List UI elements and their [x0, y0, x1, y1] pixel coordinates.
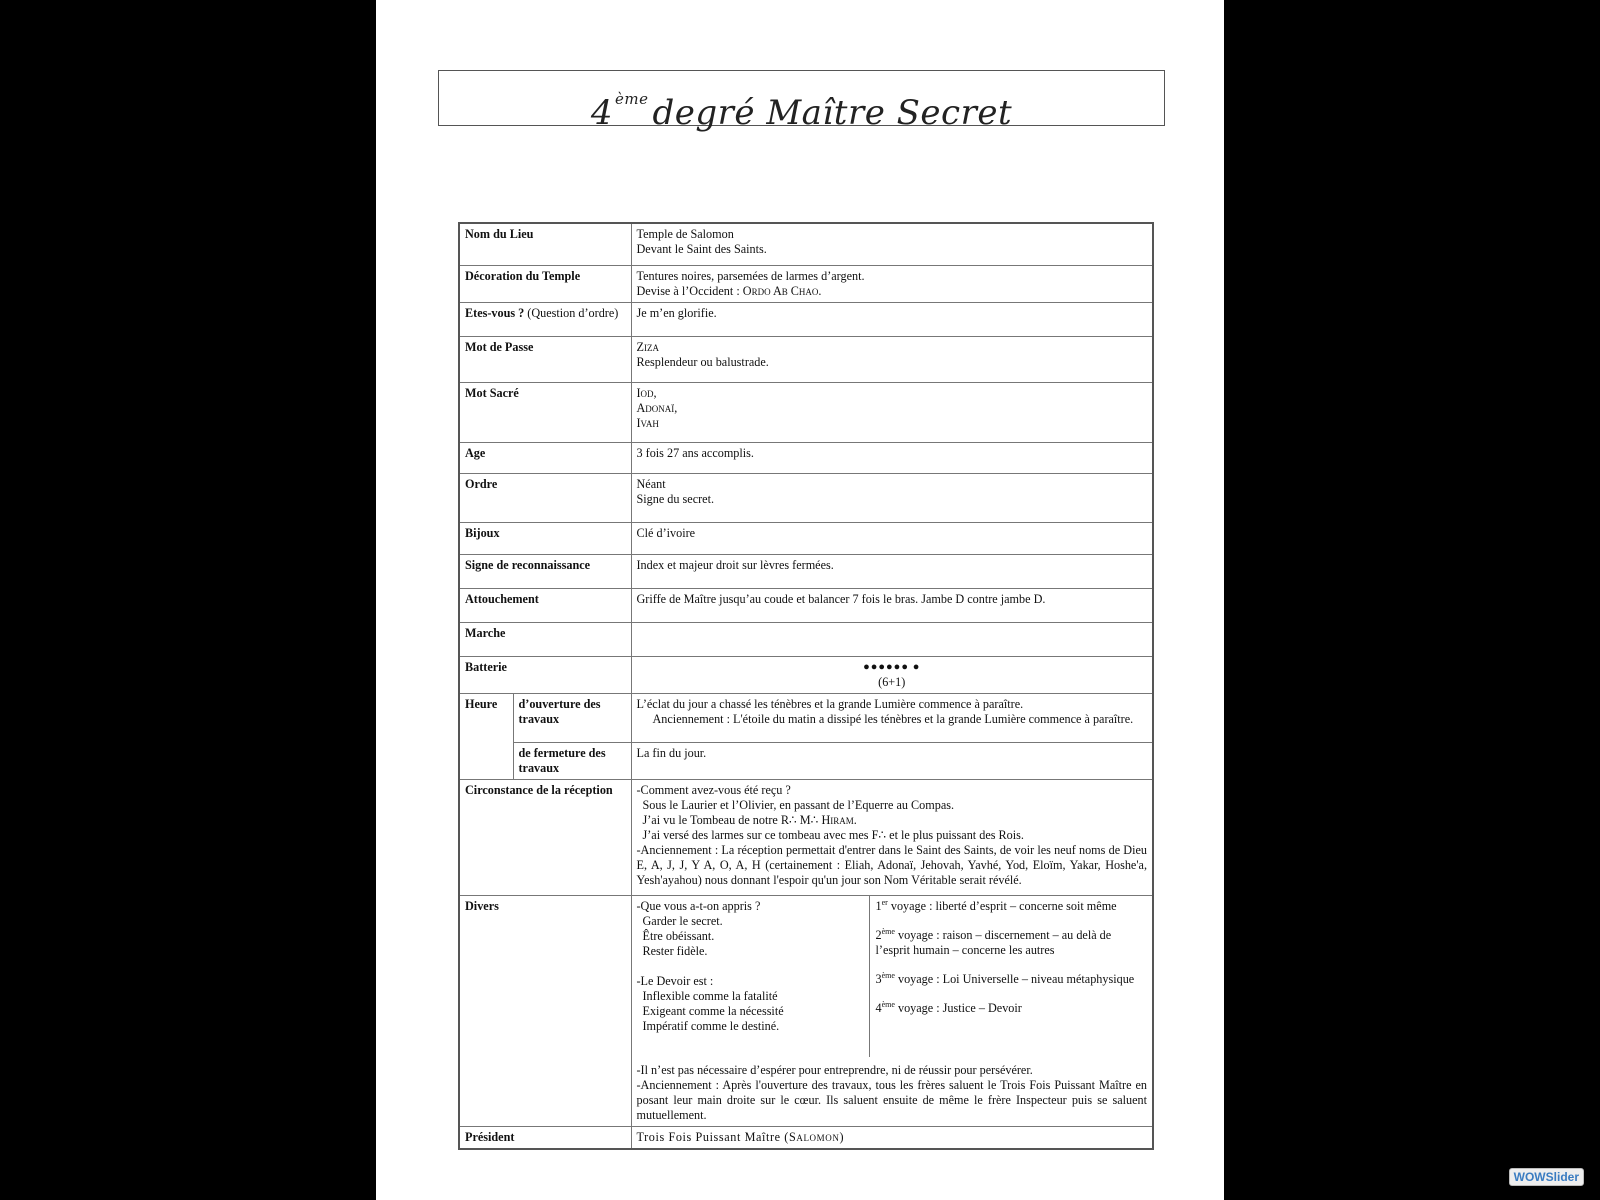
- label-mot-sacre: Mot Sacré: [459, 382, 631, 442]
- value-circonstance: -Comment avez-vous été reçu ? Sous le Laurier et l’Olivier, en passant de l’Equerre au Compas. J’ai vu le Tombeau de notre R∴ M∴ Hiram. J’ai versé des larmes sur ce tombeau avec mes F∴ et le plus puissant des Rois. -Anciennement : La réception permettait d'entrer dans le Saint des Saints, de voir les neuf noms de Dieu E, A, J, J, Y A, O, A, H (certainement : Eliah, Adonaï, Jehovah, Yavhé, Yod, Eloïm, Yakar, Hoshe'a, Yesh'ayahou) nous donnant l'espoir qu'un jour son Nom Véritable serait révélé.: [631, 779, 1153, 895]
- voyage-2: 2ème voyage : raison – discernement – au delà de l’esprit humain – concerne les autres: [875, 926, 1112, 957]
- value-bijoux: Clé d’ivoire: [631, 522, 1153, 554]
- label-marche: Marche: [459, 622, 631, 656]
- label-age: Age: [459, 442, 631, 473]
- value-batterie: [631, 656, 1153, 693]
- row-mot-sacre: [459, 382, 1153, 442]
- document-page: [376, 0, 1224, 1200]
- row-batterie: [459, 656, 1153, 693]
- batterie-dots: ●●●●●● ●: [863, 660, 921, 673]
- label-bijoux: Bijoux: [459, 522, 631, 554]
- voyage-1: 1er voyage : liberté d’esprit – concerne soit même: [875, 897, 1117, 913]
- label-circonstance: Circonstance de la réception: [459, 779, 631, 895]
- label-heure-ouverture: d’ouverture des travaux: [513, 693, 631, 742]
- divers-bottom: -Il n’est pas nécessaire d’espérer pour entreprendre, ni de réussir pour persévérer. -Anciennement : Après l'ouverture des travaux, tous les frères saluent le Trois Fois Puissant Maître en posant leur main droite sur le cœur. Ils saluent ensuite de même le frère Inspecteur puis se saluent mutuellement.: [636, 1062, 1147, 1122]
- ritual-table: [458, 222, 1154, 1150]
- divers-right: [870, 899, 1148, 1057]
- value-divers: [631, 895, 1153, 1126]
- value-lieu: Temple de Salomon Devant le Saint des Saints.: [631, 223, 1153, 265]
- voyage-3: 3ème voyage : Loi Universelle – niveau métaphysique: [875, 970, 1135, 986]
- row-marche: [459, 622, 1153, 656]
- label-decoration: Décoration du Temple: [459, 265, 631, 302]
- row-ordre: [459, 473, 1153, 522]
- row-president: [459, 1126, 1153, 1149]
- row-bijoux: [459, 522, 1153, 554]
- title-box: [438, 70, 1165, 133]
- value-etes-vous: Je m’en glorifie.: [631, 302, 1153, 336]
- value-ordre: Néant Signe du secret.: [631, 473, 1153, 522]
- value-heure-ouverture: L’éclat du jour a chassé les ténèbres et la grande Lumière commence à paraître. Anciennement : L'étoile du matin a dissipé les ténèbres et la grande Lumière commence à paraître.: [631, 693, 1153, 742]
- row-circonstance: [459, 779, 1153, 895]
- value-signe: Index et majeur droit sur lèvres fermées.: [631, 554, 1153, 588]
- wowslider-watermark[interactable]: WOWSlider: [1509, 1168, 1584, 1186]
- row-decoration: [459, 265, 1153, 302]
- label-heure: Heure: [459, 693, 513, 779]
- label-president: Président: [459, 1126, 631, 1149]
- row-etes-vous: [459, 302, 1153, 336]
- value-age: 3 fois 27 ans accomplis.: [631, 442, 1153, 473]
- row-heure-fermeture: [459, 742, 1153, 779]
- value-marche: [631, 622, 1153, 656]
- row-lieu: [459, 223, 1153, 265]
- value-attouchement: Griffe de Maître jusqu’au coude et balancer 7 fois le bras. Jambe D contre jambe D.: [631, 588, 1153, 622]
- value-president: Trois Fois Puissant Maître (Salomon): [631, 1126, 1153, 1149]
- row-mot-de-passe: [459, 336, 1153, 382]
- row-divers: [459, 895, 1153, 1126]
- page-title: [590, 90, 1013, 133]
- label-heure-fermeture: de fermeture des travaux: [513, 742, 631, 779]
- value-mot-de-passe: Ziza Resplendeur ou balustrade.: [631, 336, 1153, 382]
- divers-left: -Que vous a-t-on appris ? Garder le secret. Être obéissant. Rester fidèle. -Le Devoir est : Inflexible comme la fatalité Exigeant comme la nécessité Impératif comme le destiné.: [637, 896, 870, 1057]
- value-mot-sacre: Iod, Adonaï, Ivah: [631, 382, 1153, 442]
- label-signe: Signe de reconnaissance: [459, 554, 631, 588]
- row-signe: [459, 554, 1153, 588]
- voyage-4: 4ème voyage : Justice – Devoir: [875, 999, 1022, 1015]
- batterie-count: (6+1): [878, 674, 906, 689]
- title-degree-suffix: ème: [615, 90, 649, 108]
- divers-columns: [637, 899, 1148, 1057]
- row-heure-ouverture: [459, 693, 1153, 742]
- title-degree-number: 4: [590, 93, 613, 133]
- label-etes-vous: Etes-vous ? (Question d’ordre): [459, 302, 631, 336]
- label-attouchement: Attouchement: [459, 588, 631, 622]
- row-attouchement: [459, 588, 1153, 622]
- label-mot-de-passe: Mot de Passe: [459, 336, 631, 382]
- value-decoration: Tentures noires, parsemées de larmes d’argent. Devise à l’Occident : Ordo Ab Chao.: [631, 265, 1153, 302]
- label-batterie: Batterie: [459, 656, 631, 693]
- label-lieu: Nom du Lieu: [459, 223, 631, 265]
- row-age: [459, 442, 1153, 473]
- label-divers: Divers: [459, 895, 631, 1126]
- label-ordre: Ordre: [459, 473, 631, 522]
- title-degree-name: degré Maître Secret: [652, 93, 1013, 133]
- value-heure-fermeture: La fin du jour.: [631, 742, 1153, 779]
